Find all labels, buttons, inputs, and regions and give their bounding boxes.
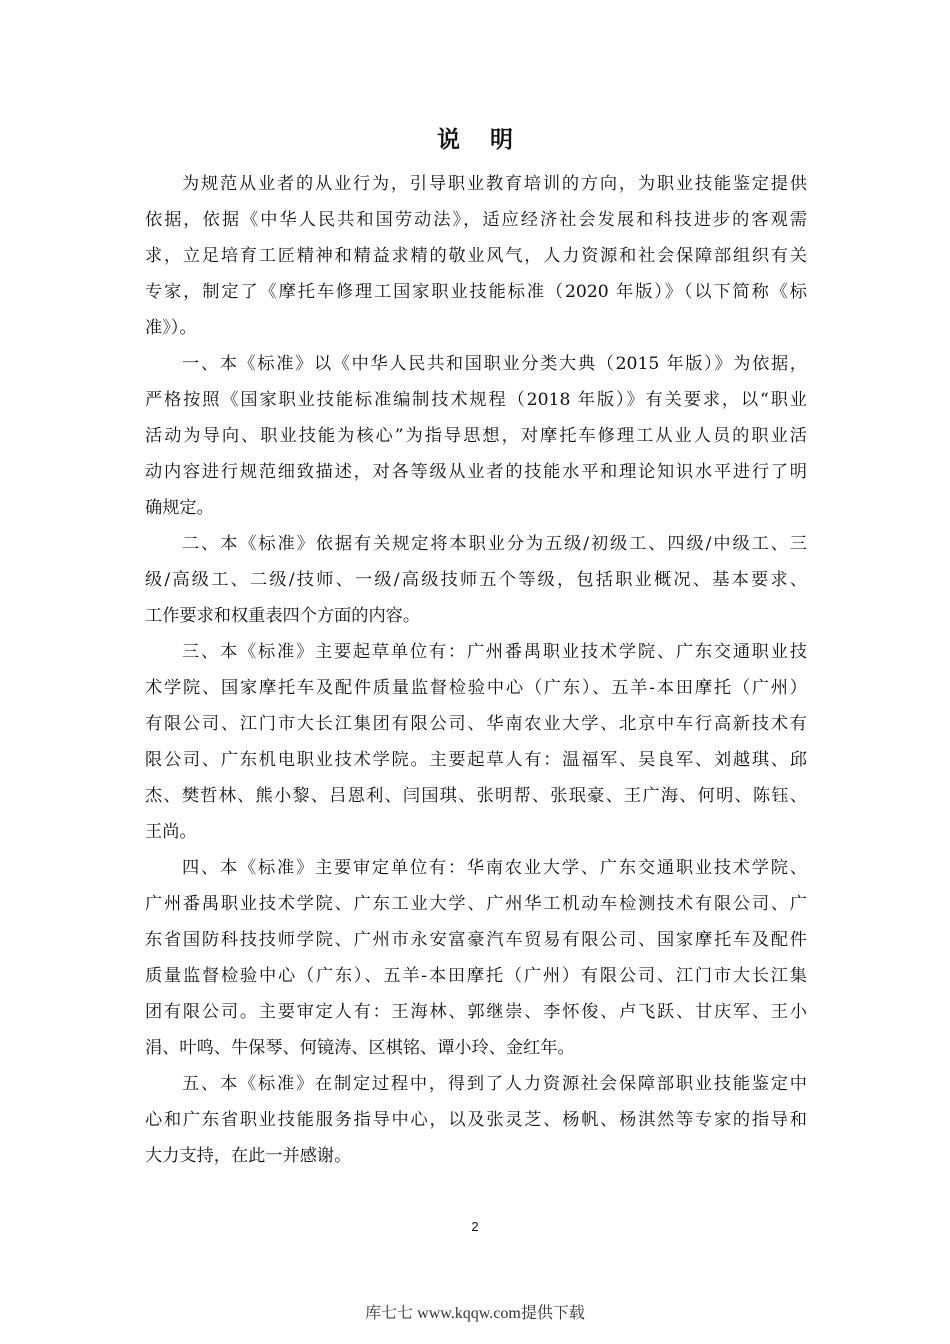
text-line: 一、本《标准》以《中华人民共和国职业分类大典（2015 年版）》为依据，	[182, 354, 807, 374]
text-line: 有限公司、江门市大长江集团有限公司、华南农业大学、北京中车行高新技术有	[145, 714, 807, 734]
paragraph-section-3	[145, 634, 807, 850]
text-line: 杰、樊哲林、熊小黎、吕恩利、闫国琪、张明帮、张珉豪、王广海、何明、陈钰、	[145, 786, 807, 806]
text-line: 专家，制定了《摩托车修理工国家职业技能标准（2020 年版）》（以下简称《标	[145, 282, 807, 302]
paragraph-intro	[145, 166, 807, 346]
text-line: 级/高级工、二级/技师、一级/高级技师五个等级，包括职业概况、基本要求、	[145, 570, 807, 590]
text-line: 确规定。	[145, 498, 214, 518]
text-line: 东省国防科技技师学院、广州市永安富豪汽车贸易有限公司、国家摩托车及配件	[145, 930, 807, 950]
paragraph-section-1	[145, 346, 807, 526]
paragraph-section-5	[145, 1066, 807, 1174]
text-line: 广州番禺职业技术学院、广东工业大学、广州华工机动车检测技术有限公司、广	[145, 894, 807, 914]
text-line: 术学院、国家摩托车及配件质量监督检验中心（广东）、五羊-本田摩托（广州）	[145, 678, 807, 698]
text-line: 二、本《标准》依据有关规定将本职业分为五级/初级工、四级/中级工、三	[182, 534, 807, 554]
page-number: 2	[471, 1219, 479, 1234]
text-line: 严格按照《国家职业技能标准编制技术规程（2018 年版）》有关要求，以“职业	[145, 390, 807, 410]
text-line: 涓、叶鸣、牛保琴、何镜涛、区棋铭、谭小玲、金红年。	[145, 1038, 575, 1058]
text-line: 五、本《标准》在制定过程中，得到了人力资源社会保障部职业技能鉴定中	[182, 1074, 807, 1094]
text-line: 三、本《标准》主要起草单位有：广州番禺职业技术学院、广东交通职业技	[182, 642, 807, 662]
text-line: 动内容进行规范细致描述，对各等级从业者的技能水平和理论知识水平进行了明	[145, 462, 807, 482]
text-line: 大力支持，在此一并感谢。	[145, 1146, 352, 1166]
text-line: 王尚。	[145, 822, 197, 842]
text-line: 活动为导向、职业技能为核心”为指导思想，对摩托车修理工从业人员的职业活	[145, 426, 807, 446]
text-line: 质量监督检验中心（广东）、五羊-本田摩托（广州）有限公司、江门市大长江集	[145, 966, 807, 986]
text-line: 团有限公司。主要审定人有：王海林、郭继崇、李怀俊、卢飞跃、甘庆军、王小	[145, 1002, 807, 1022]
text-line: 心和广东省职业技能服务指导中心，以及张灵芝、杨帆、杨淇然等专家的指导和	[145, 1110, 807, 1130]
paragraph-section-4	[145, 850, 807, 1066]
page-title: 说明	[437, 127, 543, 153]
text-line: 工作要求和权重表四个方面的内容。	[145, 606, 421, 626]
paragraph-section-2	[145, 526, 807, 634]
text-line: 限公司、广东机电职业技术学院。主要起草人有：温福军、吴良军、刘越琪、邱	[145, 750, 807, 770]
text-line: 四、本《标准》主要审定单位有：华南农业大学、广东交通职业技术学院、	[182, 858, 807, 878]
text-line: 依据，依据《中华人民共和国劳动法》，适应经济社会发展和科技进步的客观需	[145, 210, 807, 230]
text-line: 求，立足培育工匠精神和精益求精的敬业风气，人力资源和社会保障部组织有关	[145, 246, 807, 266]
text-line: 准》）。	[145, 318, 197, 338]
document-body	[145, 166, 807, 1174]
download-footer: 库七七 www.kqqw.com提供下载	[365, 1305, 585, 1322]
text-line: 为规范从业者的从业行为，引导职业教育培训的方向，为职业技能鉴定提供	[182, 174, 807, 194]
